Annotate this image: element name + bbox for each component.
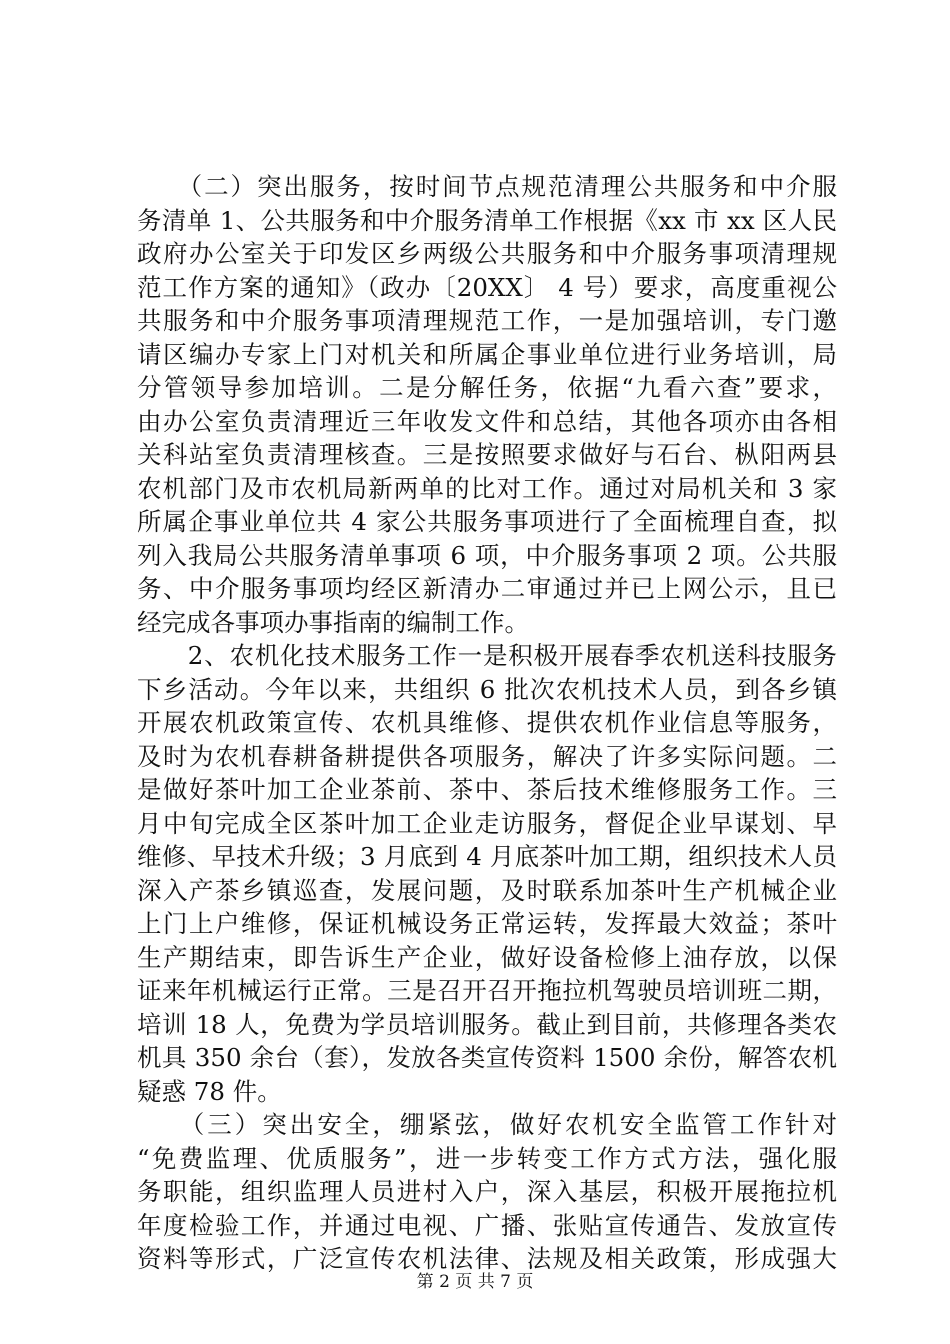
- document-body: [137, 170, 837, 1276]
- text-line: 开展农机政策宣传、农机具维修、提供农机作业信息等服务，: [137, 708, 837, 737]
- text-line: 下乡活动。今年以来，共组织 6 批次农机技术人员，到各乡镇: [137, 674, 837, 704]
- text-line: 疑惑 78 件。: [137, 1076, 282, 1106]
- text-line: 务职能，组织监理人员进村入户，深入基层，积极开展拖拉机: [137, 1177, 837, 1206]
- text-line: 是做好茶叶加工企业茶前、茶中、茶后技术维修服务工作。三: [137, 775, 837, 804]
- text-line: 关科站室负责清理核查。三是按照要求做好与石台、枞阳两县: [137, 440, 837, 469]
- text-line: 农机部门及市农机局新两单的比对工作。通过对局机关和 3 家: [137, 473, 837, 503]
- text-line: 政府办公室关于印发区乡两级公共服务和中介服务事项清理规: [137, 239, 837, 268]
- text-line: 分管领导参加培训。二是分解任务，依据“九看六查”要求，: [137, 373, 837, 402]
- text-line: 证来年机械运行正常。三是召开召开拖拉机驾驶员培训班二期，: [137, 976, 837, 1005]
- text-line: 年度检验工作，并通过电视、广播、张贴宣传通告、发放宣传: [137, 1210, 837, 1240]
- text-line: 务清单 1、公共服务和中介服务清单工作根据《xx 市 xx 区人民: [137, 205, 837, 235]
- text-line: 维修、早技术升级；3 月底到 4 月底茶叶加工期，组织技术人员: [137, 842, 837, 871]
- text-line: 深入产茶乡镇巡查，发展问题，及时联系加茶叶生产机械企业: [137, 875, 837, 905]
- text-line: 2、农机化技术服务工作一是积极开展春季农机送科技服务: [137, 641, 837, 670]
- text-line: 生产期结束，即告诉生产企业，做好设备检修上油存放，以保: [137, 942, 837, 972]
- text-line: “免费监理、优质服务”，进一步转变工作方式方法，强化服: [137, 1143, 837, 1173]
- text-line: 机具 350 余台（套），发放各类宣传资料 1500 余份，解答农机: [137, 1043, 837, 1072]
- text-line: 资料等形式，广泛宣传农机法律、法规及相关政策，形成强大: [137, 1244, 837, 1273]
- text-line: 共服务和中介服务事项清理规范工作，一是加强培训，专门邀: [137, 306, 837, 335]
- text-line: 月中旬完成全区茶叶加工企业走访服务，督促企业早谋划、早: [137, 808, 837, 838]
- text-line: （三）突出安全，绷紧弦，做好农机安全监管工作针对: [137, 1110, 837, 1139]
- text-line: 所属企事业单位共 4 家公共服务事项进行了全面梳理自查，拟: [137, 507, 837, 536]
- text-line: 由办公室负责清理近三年收发文件和总结，其他各项亦由各相: [137, 406, 837, 436]
- text-line: 范工作方案的通知》（政办〔20XX〕 4 号）要求，高度重视公: [137, 272, 837, 302]
- text-line: 及时为农机春耕备耕提供各项服务，解决了许多实际问题。二: [137, 741, 837, 771]
- text-line: 务、中介服务事项均经区新清办二审通过并已上网公示，且已: [137, 574, 837, 603]
- text-line: 上门上户维修，保证机械设务正常运转，发挥最大效益；茶叶: [137, 909, 837, 938]
- text-line: 列入我局公共服务清单事项 6 项，中介服务事项 2 项。公共服: [137, 540, 837, 570]
- text-line: 请区编办专家上门对机关和所属企事业单位进行业务培训，局: [137, 339, 837, 369]
- page-footer: 第 2 页 共 7 页: [416, 1272, 534, 1292]
- text-line: （二）突出服务，按时间节点规范清理公共服务和中介服: [137, 172, 837, 201]
- text-line: 培训 18 人，免费为学员培训服务。截止到目前，共修理各类农: [137, 1009, 837, 1039]
- text-line: 经完成各事项办事指南的编制工作。: [137, 607, 529, 637]
